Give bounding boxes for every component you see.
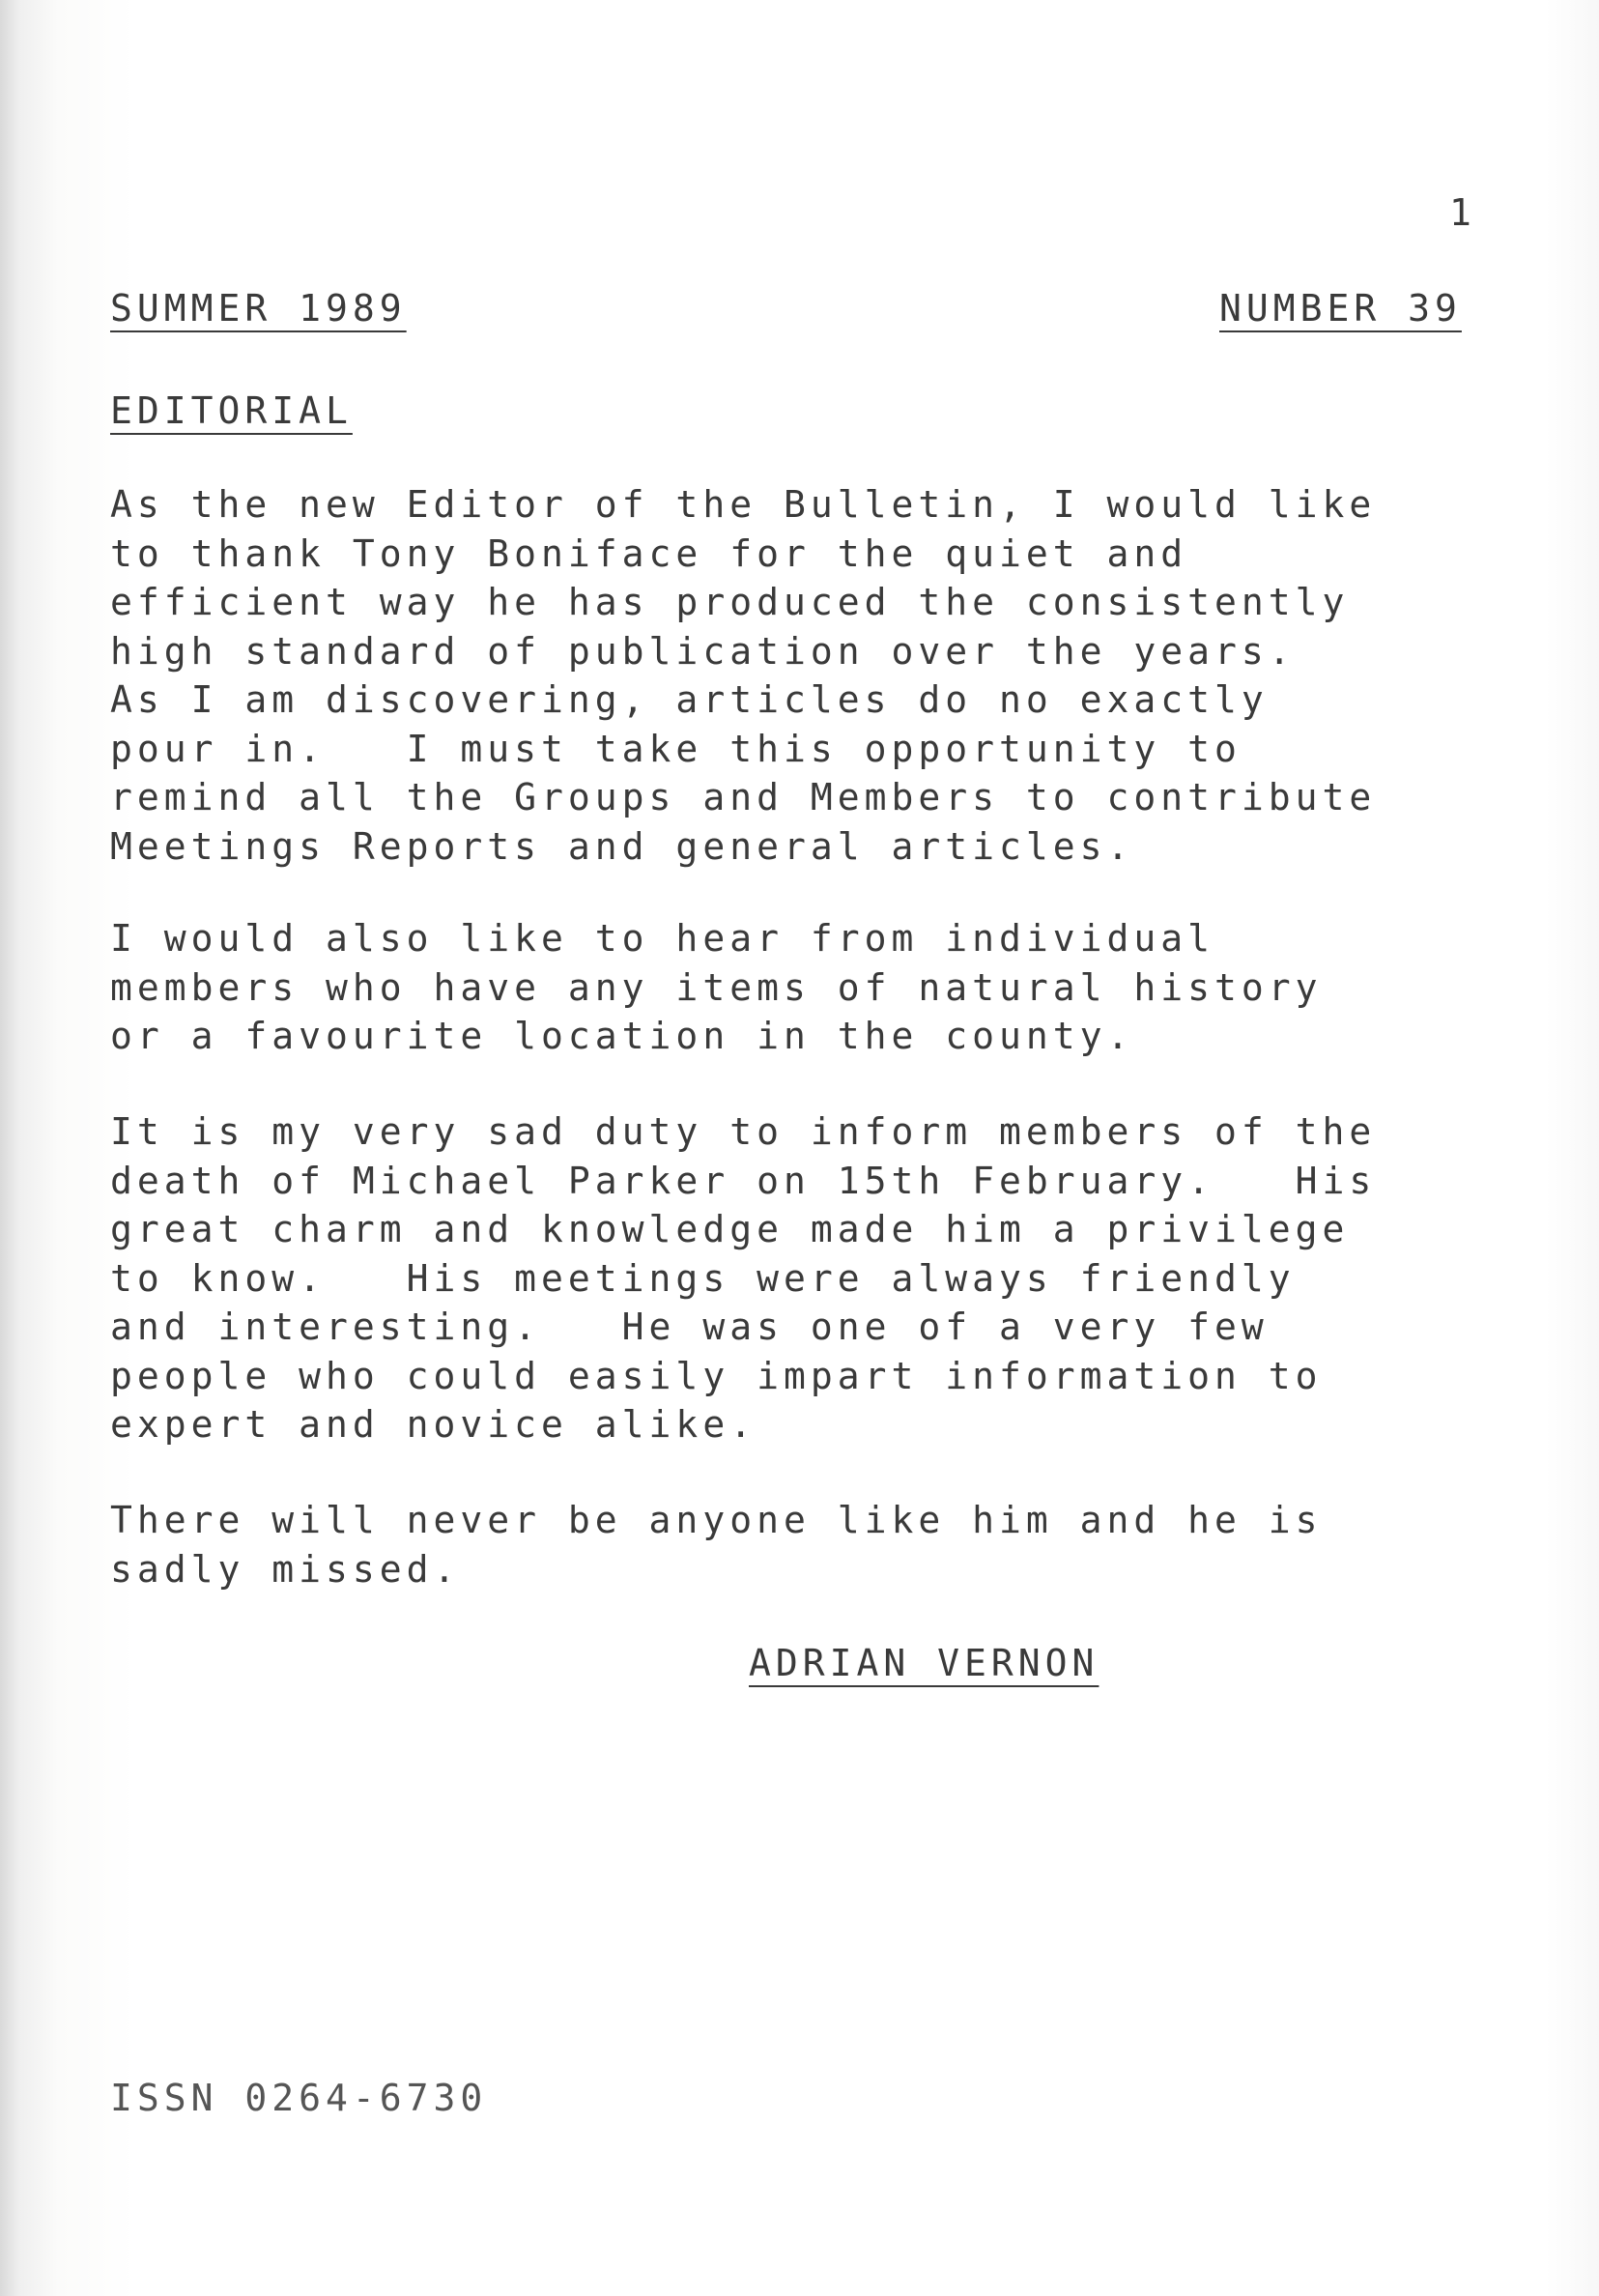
editor-signature: ADRIAN VERNON	[749, 1642, 1099, 1684]
text-line: As the new Editor of the Bulletin, I would like	[110, 483, 1377, 526]
text-line: sadly missed.	[110, 1547, 461, 1591]
text-line: people who could easily impart information to	[110, 1354, 1323, 1397]
text-line: members who have any items of natural history	[110, 965, 1323, 1009]
text-line: Meetings Reports and general articles.	[110, 824, 1134, 868]
text-line: to thank Tony Boniface for the quiet and	[110, 531, 1188, 575]
text-line: high standard of publication over the years.	[110, 629, 1296, 673]
issue-date: SUMMER 1989	[110, 287, 407, 330]
text-line: It is my very sad duty to inform members of the	[110, 1110, 1377, 1153]
text-line: There will never be anyone like him and he is	[110, 1499, 1323, 1541]
section-heading: EDITORIAL	[110, 389, 353, 432]
text-line: great charm and knowledge made him a privilege	[110, 1208, 1350, 1250]
paragraph-closing	[110, 1496, 1323, 1593]
text-line: efficient way he has produced the consistently	[110, 581, 1350, 623]
text-line: or a favourite location in the county.	[110, 1015, 1134, 1057]
text-line: expert and novice alike.	[110, 1403, 757, 1446]
issn-number: ISSN 0264-6730	[110, 2077, 488, 2119]
text-line: As I am discovering, articles do no exactly	[110, 678, 1269, 721]
text-line: death of Michael Parker on 15th February. His	[110, 1159, 1377, 1202]
issue-number: NUMBER 39	[1219, 287, 1462, 330]
text-line: and interesting. He was one of a very few	[110, 1306, 1269, 1348]
text-line: I would also like to hear from individual	[110, 917, 1214, 960]
paragraph-obituary	[110, 1107, 1376, 1449]
text-line: to know. His meetings were always friendly	[110, 1256, 1296, 1300]
text-line: remind all the Groups and Members to contribute	[110, 776, 1377, 818]
page-number: 1	[1449, 191, 1476, 234]
text-line: pour in. I must take this opportunity to	[110, 727, 1242, 770]
paragraph-request-items	[110, 914, 1323, 1061]
paragraph-editor-thanks	[110, 480, 1376, 871]
